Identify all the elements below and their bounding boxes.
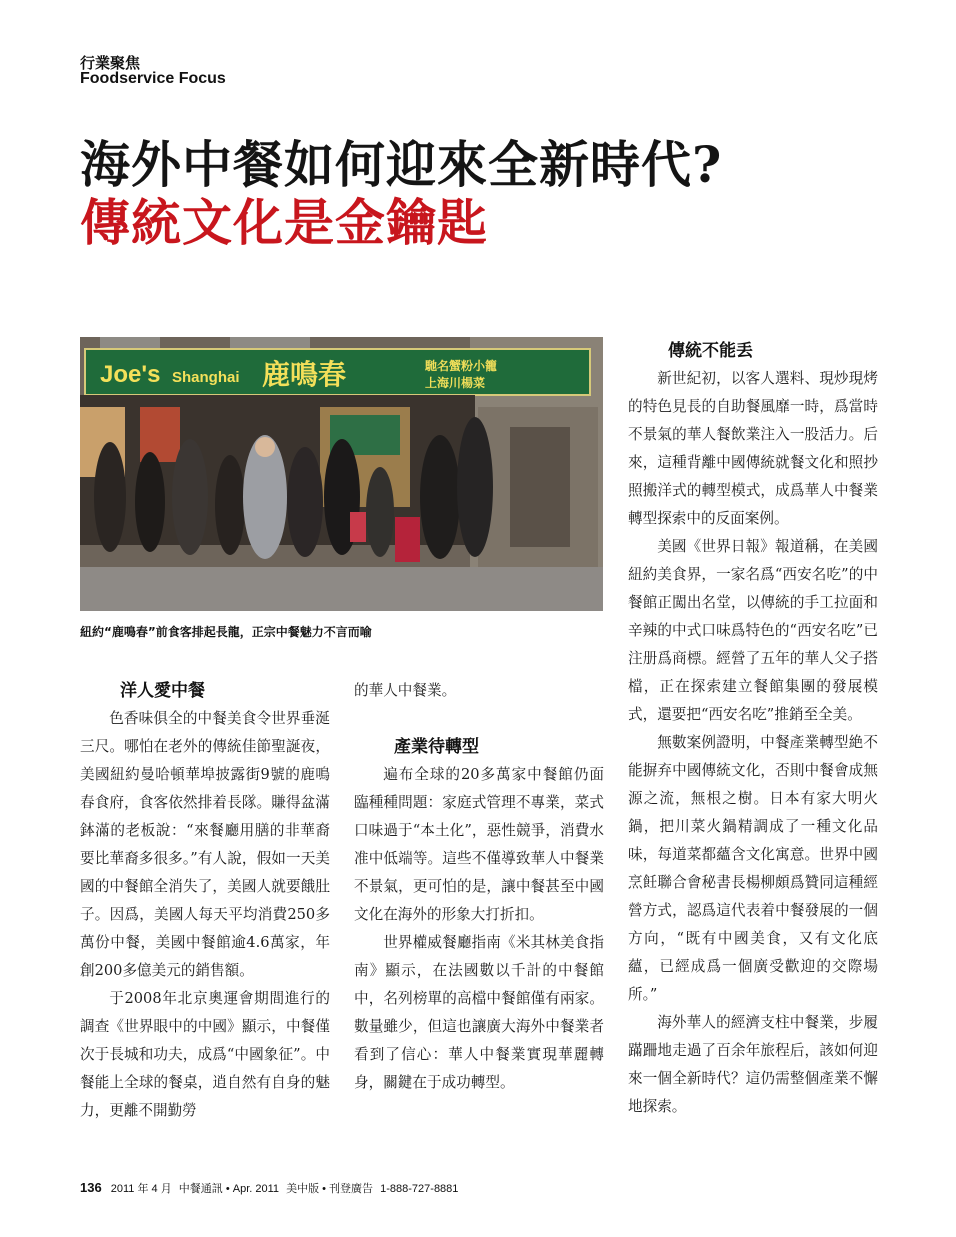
column-1 [80, 677, 330, 1125]
paragraph: 于2008年北京奧運會期間進行的調查《世界眼中的中國》顯示，中餐僅次于長城和功夫，成爲“中國象征”。中餐能上全球的餐桌，逍自然有自身的魅力，更離不開勤勞 [80, 990, 330, 1119]
article-subtitle: 傳統文化是金鑰匙 [80, 193, 488, 252]
paragraph: 海外華人的經濟支柱中餐業，步履蹣跚地走過了百余年旅程后，該如何迎來一個全新時代？這仍需整個產業不懈地探索。 [628, 1014, 878, 1115]
page-number: 136 [80, 1180, 102, 1195]
column-2 [354, 677, 604, 1097]
sign-chinese-name: 鹿鳴春 [262, 358, 347, 391]
paragraph: 的華人中餐業。 [354, 682, 457, 699]
heading-keep-tradition: 傳統不能丢 [668, 341, 753, 361]
sign-specialty-1: 馳名蟹粉小籠 [425, 359, 498, 373]
footer-date: 2011 年 4 月 [110, 1183, 172, 1195]
heading-industry-transformation: 產業待轉型 [394, 737, 479, 757]
footer-magazine: 中餐通訊 • Apr. 2011 [178, 1183, 280, 1195]
sign-shanghai: Shanghai [172, 369, 240, 386]
section-label-cn: 行業聚焦 [80, 54, 141, 72]
paragraph: 遍布全球的20多萬家中餐館仍面臨種種問題：家庭式管理不專業，菜式口味過于“本土化”，惡性競爭，消費水准中低端等。這些不僅導致華人中餐業不景氣，更可怕的是，讓中餐甚至中國文化在海外的形象大打折扣。 [354, 766, 604, 923]
paragraph: 色香味俱全的中餐美食令世界垂涎三尺。哪怕在老外的傳統佳節聖誕夜，美國紐約曼哈頓華埠披露街9號的鹿鳴春食府，食客依然排着長隊。賺得盆滿鉢滿的老板說：“來餐廳用膳的非華裔要比華裔多很多。”有人說，假如一天美國的中餐館全消失了，美國人就要餓肚子。因爲，美國人每天平均消費250多萬份中餐，美國中餐館逾4.6萬家，年創200多億美元的銷售額。 [80, 710, 330, 979]
footer-phone: 1-888-727-8881 [380, 1183, 459, 1195]
footer-edition: 美中版 • 刊登廣告 [286, 1183, 374, 1195]
column-3 [628, 337, 878, 1121]
heading-westerners-love-chinese-food: 洋人愛中餐 [120, 681, 205, 701]
section-label-en: Foodservice Focus [80, 70, 226, 87]
restaurant-photo [80, 337, 603, 611]
paragraph: 世界權威餐廳指南《米其林美食指南》顯示，在法國數以千計的中餐館中，名列榜單的高檔中餐館僅有兩家。數量雖少，但這也讓廣大海外中餐業者看到了信心：華人中餐業實現華麗轉身，關鍵在于成功轉型。 [354, 934, 604, 1091]
sign-specialty-2: 上海川楊菜 [425, 376, 486, 390]
sign-joes: Joe's [100, 361, 161, 388]
article-title: 海外中餐如何迎來全新時代? [80, 135, 723, 194]
paragraph: 美國《世界日報》報道稱，在美國紐約美食界，一家名爲“西安名吃”的中餐館正闖出名堂，以傳統的手工拉面和辛辣的中式口味爲特色的“西安名吃”已注册爲商標。經營了五年的華人父子搭檔，正在探索建立餐館集團的發展模式，還要把“西安名吃”推銷至全美。 [628, 538, 878, 723]
page-footer [80, 1180, 462, 1196]
photo-caption: 紐約“鹿鳴春”前食客排起長龍，正宗中餐魅力不言而喻 [80, 625, 372, 639]
paragraph: 新世紀初，以客人選料、現炒現烤的特色見長的自助餐風靡一時，爲當時不景氣的華人餐飲業注入一股活力。后來，這種背離中國傳統就餐文化和照抄照搬洋式的轉型模式，成爲華人中餐業轉型探索中的反面案例。 [628, 370, 878, 527]
paragraph: 無數案例證明，中餐產業轉型絶不能摒弃中國傳統文化，否則中餐會成無源之流，無根之樹。日本有家大明火鍋，把川菜火鍋精調成了一種文化品味，每道菜都蘊含文化寓意。世界中國烹飪聯合會秘書長楊柳頗爲贊同這種經營方式，認爲這代表着中餐發展的一個方向，“既有中國美食，又有文化底蘊，已經成爲一個廣受歡迎的交際場所。” [628, 734, 878, 1003]
